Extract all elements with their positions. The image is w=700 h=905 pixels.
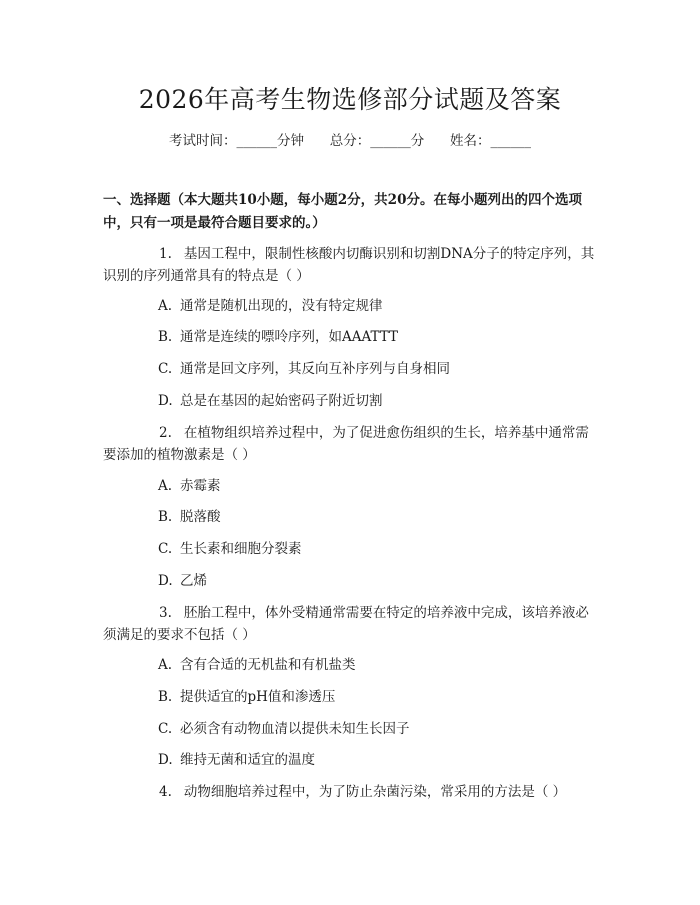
option-text: 提供适宜的pH值和渗透压	[180, 689, 336, 705]
option-text: 脱落酸	[180, 509, 221, 525]
option-text: 生长素和细胞分裂素	[180, 541, 302, 557]
question-1-option-c	[158, 359, 450, 379]
question-1-option-b	[158, 327, 398, 347]
option-label: D.	[158, 573, 173, 589]
question-3-option-b	[158, 687, 335, 707]
question-3	[103, 602, 599, 646]
option-label: C.	[158, 721, 173, 737]
question-number: 1.	[159, 246, 172, 262]
question-number: 4.	[159, 784, 172, 800]
question-3-option-c	[158, 719, 410, 739]
option-text: 赤霉素	[180, 478, 221, 494]
option-label: A.	[158, 298, 173, 314]
option-text: 通常是回文序列，其反向互补序列与自身相同	[180, 361, 450, 377]
option-text: 含有合适的无机盐和有机盐类	[180, 657, 356, 673]
question-1-option-a	[158, 296, 383, 316]
question-number: 3.	[159, 605, 172, 621]
question-2-option-a	[158, 476, 221, 496]
exam-info-line: 考试时间：______分钟 总分：______分 姓名：______	[169, 133, 531, 149]
option-label: C.	[158, 361, 173, 377]
question-1-option-d	[158, 391, 383, 411]
option-text: 总是在基因的起始密码子附近切割	[180, 393, 383, 409]
option-text: 维持无菌和适宜的温度	[180, 752, 315, 768]
question-3-option-a	[158, 655, 356, 675]
option-text: 乙烯	[180, 573, 207, 589]
question-stem: 基因工程中，限制性核酸内切酶识别和切割DNA分子的特定序列，其识别的序列通常具有的特点是（ ）	[103, 246, 595, 284]
option-label: B.	[158, 689, 173, 705]
question-4	[103, 781, 599, 803]
option-label: B.	[158, 329, 173, 345]
option-label: C.	[158, 541, 173, 557]
option-label: B.	[158, 509, 173, 525]
option-label: D.	[158, 752, 173, 768]
question-stem: 在植物组织培养过程中，为了促进愈伤组织的生长，培养基中通常需要添加的植物激素是（ ）	[103, 425, 589, 463]
option-text: 通常是随机出现的，没有特定规律	[180, 298, 383, 314]
option-label: D.	[158, 393, 173, 409]
question-stem: 动物细胞培养过程中，为了防止杂菌污染，常采用的方法是（ ）	[183, 784, 567, 800]
question-stem: 胚胎工程中，体外受精通常需要在特定的培养液中完成，该培养液必须满足的要求不包括（ ）	[103, 605, 589, 643]
question-2-option-d	[158, 571, 207, 591]
option-text: 通常是连续的嘌呤序列，如AAATTT	[180, 329, 399, 345]
section-heading: 一、选择题（本大题共10小题，每小题2分，共20分。在每小题列出的四个选项中，只有一项是最符合题目要求的。）	[103, 192, 582, 231]
question-1	[103, 243, 599, 287]
question-2-option-c	[158, 539, 302, 559]
question-2	[103, 422, 599, 466]
option-label: A.	[158, 657, 173, 673]
question-2-option-b	[158, 507, 221, 527]
question-3-option-d	[158, 750, 315, 770]
option-label: A.	[158, 478, 173, 494]
question-number: 2.	[159, 425, 172, 441]
page-title: 2026年高考生物选修部分试题及答案	[138, 85, 562, 114]
option-text: 必须含有动物血清以提供未知生长因子	[180, 721, 410, 737]
